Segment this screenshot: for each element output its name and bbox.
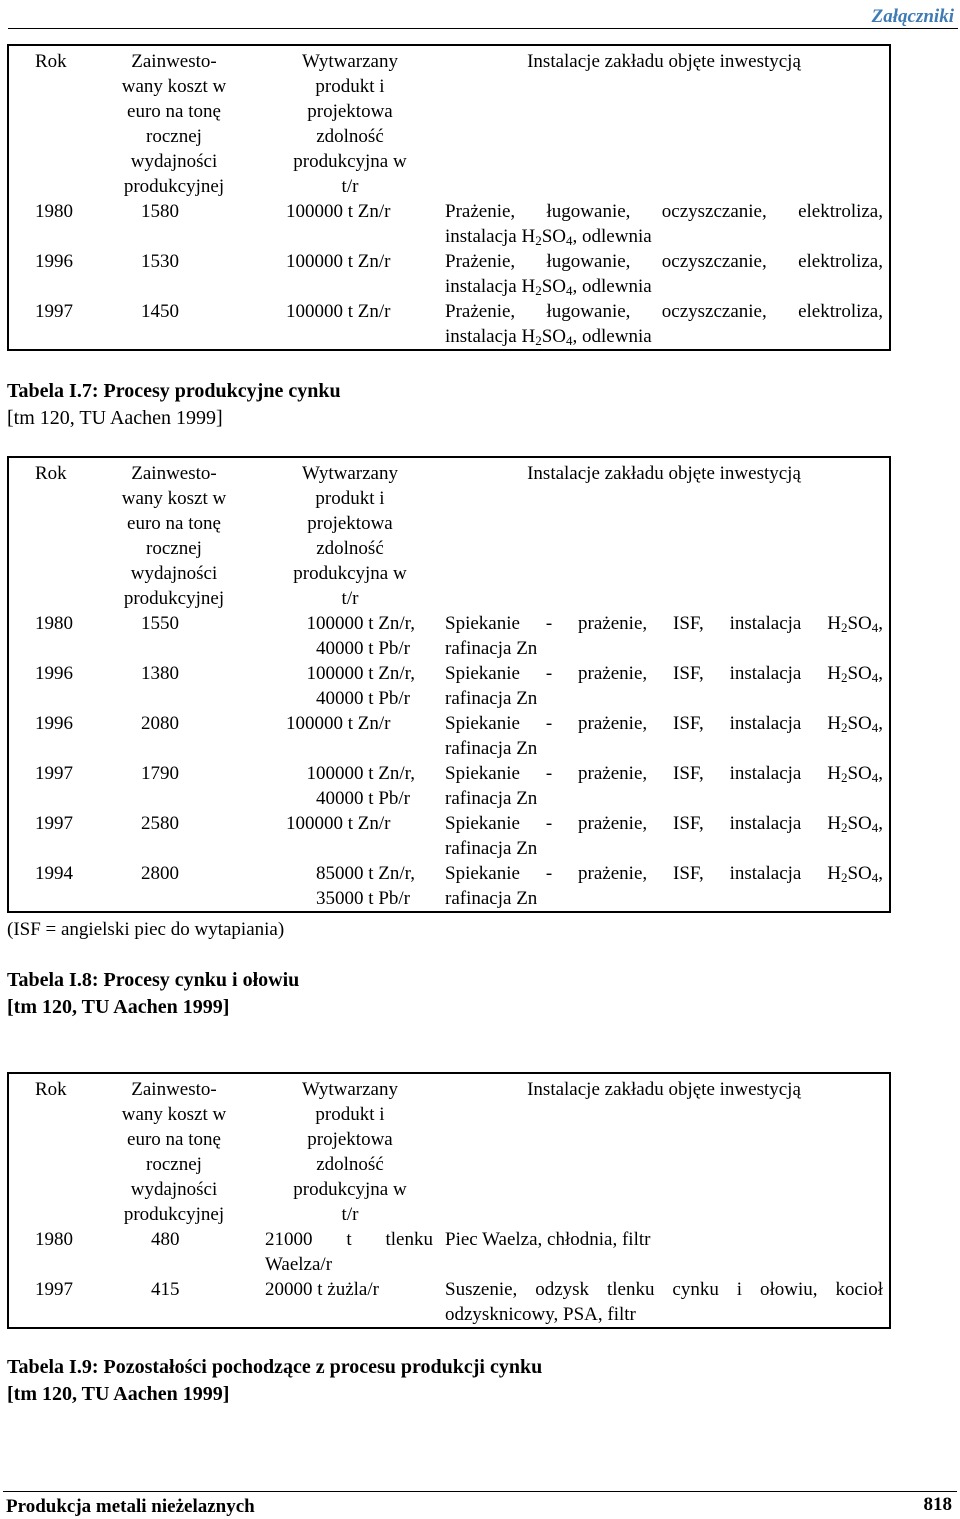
header-cost-line: euro na tonę <box>127 101 221 122</box>
header-product-line: produkcyjna w <box>293 1179 407 1200</box>
installations-line: rafinacja Zn <box>445 888 538 909</box>
caption-source: [tm 120, TU Aachen 1999] <box>7 996 230 1018</box>
table-row <box>8 611 890 661</box>
header-cost-line: wydajności <box>130 563 218 584</box>
table-zinc-production <box>7 44 891 351</box>
subscript: 2 <box>535 233 542 248</box>
installations-line <box>445 761 883 786</box>
installations-line <box>445 711 883 736</box>
table-row <box>8 761 890 811</box>
cell-cost: 1550 <box>141 613 179 634</box>
caption-line: Tabela I.7: Procesy produkcyjne cynku <box>7 380 341 402</box>
header-cost-line: wydajności <box>130 1179 218 1200</box>
text: instalacja H <box>445 226 536 247</box>
header-product-line: zdolność <box>316 126 384 147</box>
header-product-line: produkcyjna w <box>293 151 407 172</box>
table-row <box>8 811 890 861</box>
product-line: 40000 t Pb/r <box>316 788 410 809</box>
caption-source: [tm 120, TU Aachen 1999] <box>7 407 223 429</box>
header-product <box>259 45 441 199</box>
cell-year: 1997 <box>35 763 73 784</box>
product-line: 40000 t Pb/r <box>316 638 410 659</box>
caption-line: Tabela I.9: Pozostałości pochodzące z procesu produkcji cynku <box>7 1356 543 1378</box>
text: , odlewnia <box>572 276 652 297</box>
installations-line: rafinacja Zn <box>445 788 538 809</box>
header-cost-line: Zainwesto- <box>131 1079 217 1100</box>
subscript: 2 <box>840 820 848 835</box>
installations-line: rafinacja Zn <box>445 638 538 659</box>
product-line: 100000 t Zn/r, <box>306 763 415 784</box>
cell-installations <box>441 611 890 661</box>
cell-product <box>259 861 441 912</box>
footer-title: Produkcja metali nieżelaznych <box>6 1496 255 1517</box>
text: , odlewnia <box>572 326 652 347</box>
header-product-line: zdolność <box>316 538 384 559</box>
header-product-line: zdolność <box>316 1154 384 1175</box>
header-cost-line: rocznej <box>146 1154 202 1175</box>
table-caption <box>7 378 341 432</box>
product-line: 100000 t Zn/r, <box>306 663 415 684</box>
subscript: 4 <box>566 333 573 348</box>
footer-rule <box>3 1491 957 1492</box>
installations-line: Prażenie, ługowanie, oczyszczanie, elektroliza, <box>445 251 883 272</box>
cell-product <box>259 761 441 811</box>
product-line: 35000 t Pb/r <box>316 888 410 909</box>
caption-source: [tm 120, TU Aachen 1999] <box>7 1383 230 1405</box>
text: SO <box>541 226 567 247</box>
product-line: Waelza/r <box>265 1254 333 1275</box>
text: , <box>878 663 883 684</box>
cell-cost: 415 <box>151 1279 180 1300</box>
text: , <box>878 813 883 834</box>
installations-line: Suszenie, odzysk tlenku cynku i ołowiu, kocioł <box>445 1279 883 1300</box>
subscript: 4 <box>566 283 573 298</box>
installations-line <box>445 224 883 249</box>
header-cost <box>89 457 259 611</box>
cell-product: 100000 t Zn/r <box>286 301 391 322</box>
text: , <box>878 863 883 884</box>
header-product-line: projektowa <box>307 1129 393 1150</box>
header-product-line: produkcyjna w <box>293 563 407 584</box>
text: Spiekanie - prażenie, ISF, instalacja H <box>445 713 841 734</box>
text: Spiekanie - prażenie, ISF, instalacja H <box>445 863 841 884</box>
installations-line: odzysknicowy, PSA, filtr <box>445 1304 636 1325</box>
header-product-line: produkt i <box>315 76 385 97</box>
subscript: 2 <box>840 620 848 635</box>
table-row <box>8 199 890 249</box>
installations-line <box>445 811 883 836</box>
text: SO <box>847 713 872 734</box>
text: Spiekanie - prażenie, ISF, instalacja H <box>445 663 841 684</box>
header-product-line: Wytwarzany <box>302 51 398 72</box>
cell-year: 1980 <box>35 1229 73 1250</box>
header-product <box>259 457 441 611</box>
table-zinc-residues <box>7 1072 891 1329</box>
header-product-line: t/r <box>341 588 359 609</box>
subscript: 4 <box>871 770 879 785</box>
text: Spiekanie - prażenie, ISF, instalacja H <box>445 763 841 784</box>
table-row <box>8 861 890 912</box>
header-cost-line: wany koszt w <box>121 488 227 509</box>
product-line: 40000 t Pb/r <box>316 688 410 709</box>
text: SO <box>847 663 872 684</box>
header-cost-line: produkcyjnej <box>123 588 225 609</box>
cell-installations <box>441 199 890 249</box>
header-product-line: produkt i <box>315 488 385 509</box>
table-header-row <box>8 45 890 199</box>
subscript: 2 <box>840 670 848 685</box>
header-rule <box>8 28 958 29</box>
header-year: Rok <box>35 463 67 484</box>
cell-cost: 2800 <box>141 863 179 884</box>
subscript: 2 <box>535 333 542 348</box>
cell-year: 1996 <box>35 663 73 684</box>
product-line: 21000 t tlenku <box>265 1229 433 1250</box>
cell-installations <box>441 249 890 299</box>
table-header-row <box>8 1073 890 1227</box>
text: Spiekanie - prażenie, ISF, instalacja H <box>445 813 841 834</box>
cell-year: 1996 <box>35 251 73 272</box>
table-row <box>8 711 890 761</box>
header-product-line: t/r <box>341 1204 359 1225</box>
subscript: 4 <box>566 233 573 248</box>
table-row <box>8 299 890 350</box>
cell-product: 100000 t Zn/r <box>286 251 391 272</box>
text: SO <box>847 763 872 784</box>
cell-installations <box>441 761 890 811</box>
installations-line: rafinacja Zn <box>445 688 538 709</box>
installations-line <box>445 324 883 349</box>
header-product-line: projektowa <box>307 513 393 534</box>
header-product-line: projektowa <box>307 101 393 122</box>
text: SO <box>847 613 872 634</box>
text: instalacja H <box>445 326 536 347</box>
text: , odlewnia <box>572 226 652 247</box>
subscript: 4 <box>871 720 879 735</box>
installations-line: Prażenie, ługowanie, oczyszczanie, elektroliza, <box>445 301 883 322</box>
cell-cost: 1530 <box>141 251 179 272</box>
installations-line <box>445 861 883 886</box>
header-installations: Instalacje zakładu objęte inwestycją <box>527 463 801 484</box>
table-row <box>8 249 890 299</box>
header-cost <box>89 1073 259 1227</box>
cell-installations <box>441 861 890 912</box>
header-cost <box>89 45 259 199</box>
header-cost-line: Zainwesto- <box>131 463 217 484</box>
header-year: Rok <box>35 1079 67 1100</box>
cell-year: 1997 <box>35 1279 73 1300</box>
header-product-line: t/r <box>341 176 359 197</box>
cell-product <box>259 661 441 711</box>
header-cost-line: produkcyjnej <box>123 1204 225 1225</box>
subscript: 2 <box>535 283 542 298</box>
product-line: 85000 t Zn/r, <box>316 863 415 884</box>
cell-year: 1996 <box>35 713 73 734</box>
text: SO <box>847 813 872 834</box>
header-year: Rok <box>35 51 67 72</box>
cell-cost: 2080 <box>141 713 179 734</box>
text: , <box>878 713 883 734</box>
header-cost-line: euro na tonę <box>127 513 221 534</box>
header-product-line: Wytwarzany <box>302 463 398 484</box>
cell-year: 1997 <box>35 813 73 834</box>
text: , <box>878 763 883 784</box>
header-cost-line: wany koszt w <box>121 76 227 97</box>
cell-cost: 2580 <box>141 813 179 834</box>
table-note: (ISF = angielski piec do wytapiania) <box>7 919 285 940</box>
page-number: 818 <box>923 1494 952 1515</box>
table-row <box>8 1227 890 1277</box>
text: SO <box>541 326 567 347</box>
cell-year: 1997 <box>35 301 73 322</box>
cell-cost: 1450 <box>141 301 179 322</box>
header-product-line: produkt i <box>315 1104 385 1125</box>
section-label: Załączniki <box>871 6 954 27</box>
header-product <box>259 1073 441 1227</box>
installations-line <box>445 661 883 686</box>
product-line: 100000 t Zn/r, <box>306 613 415 634</box>
table-row <box>8 661 890 711</box>
cell-cost: 1580 <box>141 201 179 222</box>
caption-line: Tabela I.8: Procesy cynku i ołowiu <box>7 969 300 991</box>
installations-line <box>445 611 883 636</box>
subscript: 4 <box>871 870 879 885</box>
header-cost-line: euro na tonę <box>127 1129 221 1150</box>
header-cost-line: rocznej <box>146 126 202 147</box>
table-row <box>8 1277 890 1328</box>
header-cost-line: wany koszt w <box>121 1104 227 1125</box>
cell-year: 1980 <box>35 201 73 222</box>
text: SO <box>541 276 567 297</box>
subscript: 2 <box>840 770 848 785</box>
subscript: 4 <box>871 620 879 635</box>
cell-installations <box>441 661 890 711</box>
installations-line: Prażenie, ługowanie, oczyszczanie, elektroliza, <box>445 201 883 222</box>
subscript: 4 <box>871 670 879 685</box>
header-installations: Instalacje zakładu objęte inwestycją <box>527 51 801 72</box>
subscript: 2 <box>840 870 848 885</box>
header-cost-line: rocznej <box>146 538 202 559</box>
cell-installations <box>441 1227 890 1277</box>
text: instalacja H <box>445 276 536 297</box>
text: , <box>878 613 883 634</box>
cell-product: 100000 t Zn/r <box>286 201 391 222</box>
installations-line: rafinacja Zn <box>445 738 538 759</box>
cell-year: 1994 <box>35 863 73 884</box>
cell-cost: 1380 <box>141 663 179 684</box>
table-caption <box>7 1354 542 1408</box>
text: SO <box>847 863 872 884</box>
cell-installations <box>441 299 890 350</box>
cell-installations <box>441 811 890 861</box>
installations-line: Piec Waelza, chłodnia, filtr <box>445 1229 651 1250</box>
installations-line: rafinacja Zn <box>445 838 538 859</box>
installations-line <box>445 274 883 299</box>
header-cost-line: produkcyjnej <box>123 176 225 197</box>
cell-product: 100000 t Zn/r <box>286 813 391 834</box>
header-cost-line: wydajności <box>130 151 218 172</box>
table-header-row <box>8 457 890 611</box>
header-installations: Instalacje zakładu objęte inwestycją <box>527 1079 801 1100</box>
cell-product <box>259 1227 441 1277</box>
cell-product: 100000 t Zn/r <box>286 713 391 734</box>
header-product-line: Wytwarzany <box>302 1079 398 1100</box>
cell-installations <box>441 1277 890 1328</box>
cell-product: 20000 t żużla/r <box>265 1279 379 1300</box>
cell-product <box>259 611 441 661</box>
header-cost-line: Zainwesto- <box>131 51 217 72</box>
table-zinc-lead-processes <box>7 456 891 913</box>
text: Spiekanie - prażenie, ISF, instalacja H <box>445 613 841 634</box>
cell-cost: 1790 <box>141 763 179 784</box>
table-caption <box>7 967 299 1021</box>
subscript: 2 <box>840 720 848 735</box>
cell-year: 1980 <box>35 613 73 634</box>
subscript: 4 <box>871 820 879 835</box>
cell-installations <box>441 711 890 761</box>
cell-cost: 480 <box>151 1229 180 1250</box>
